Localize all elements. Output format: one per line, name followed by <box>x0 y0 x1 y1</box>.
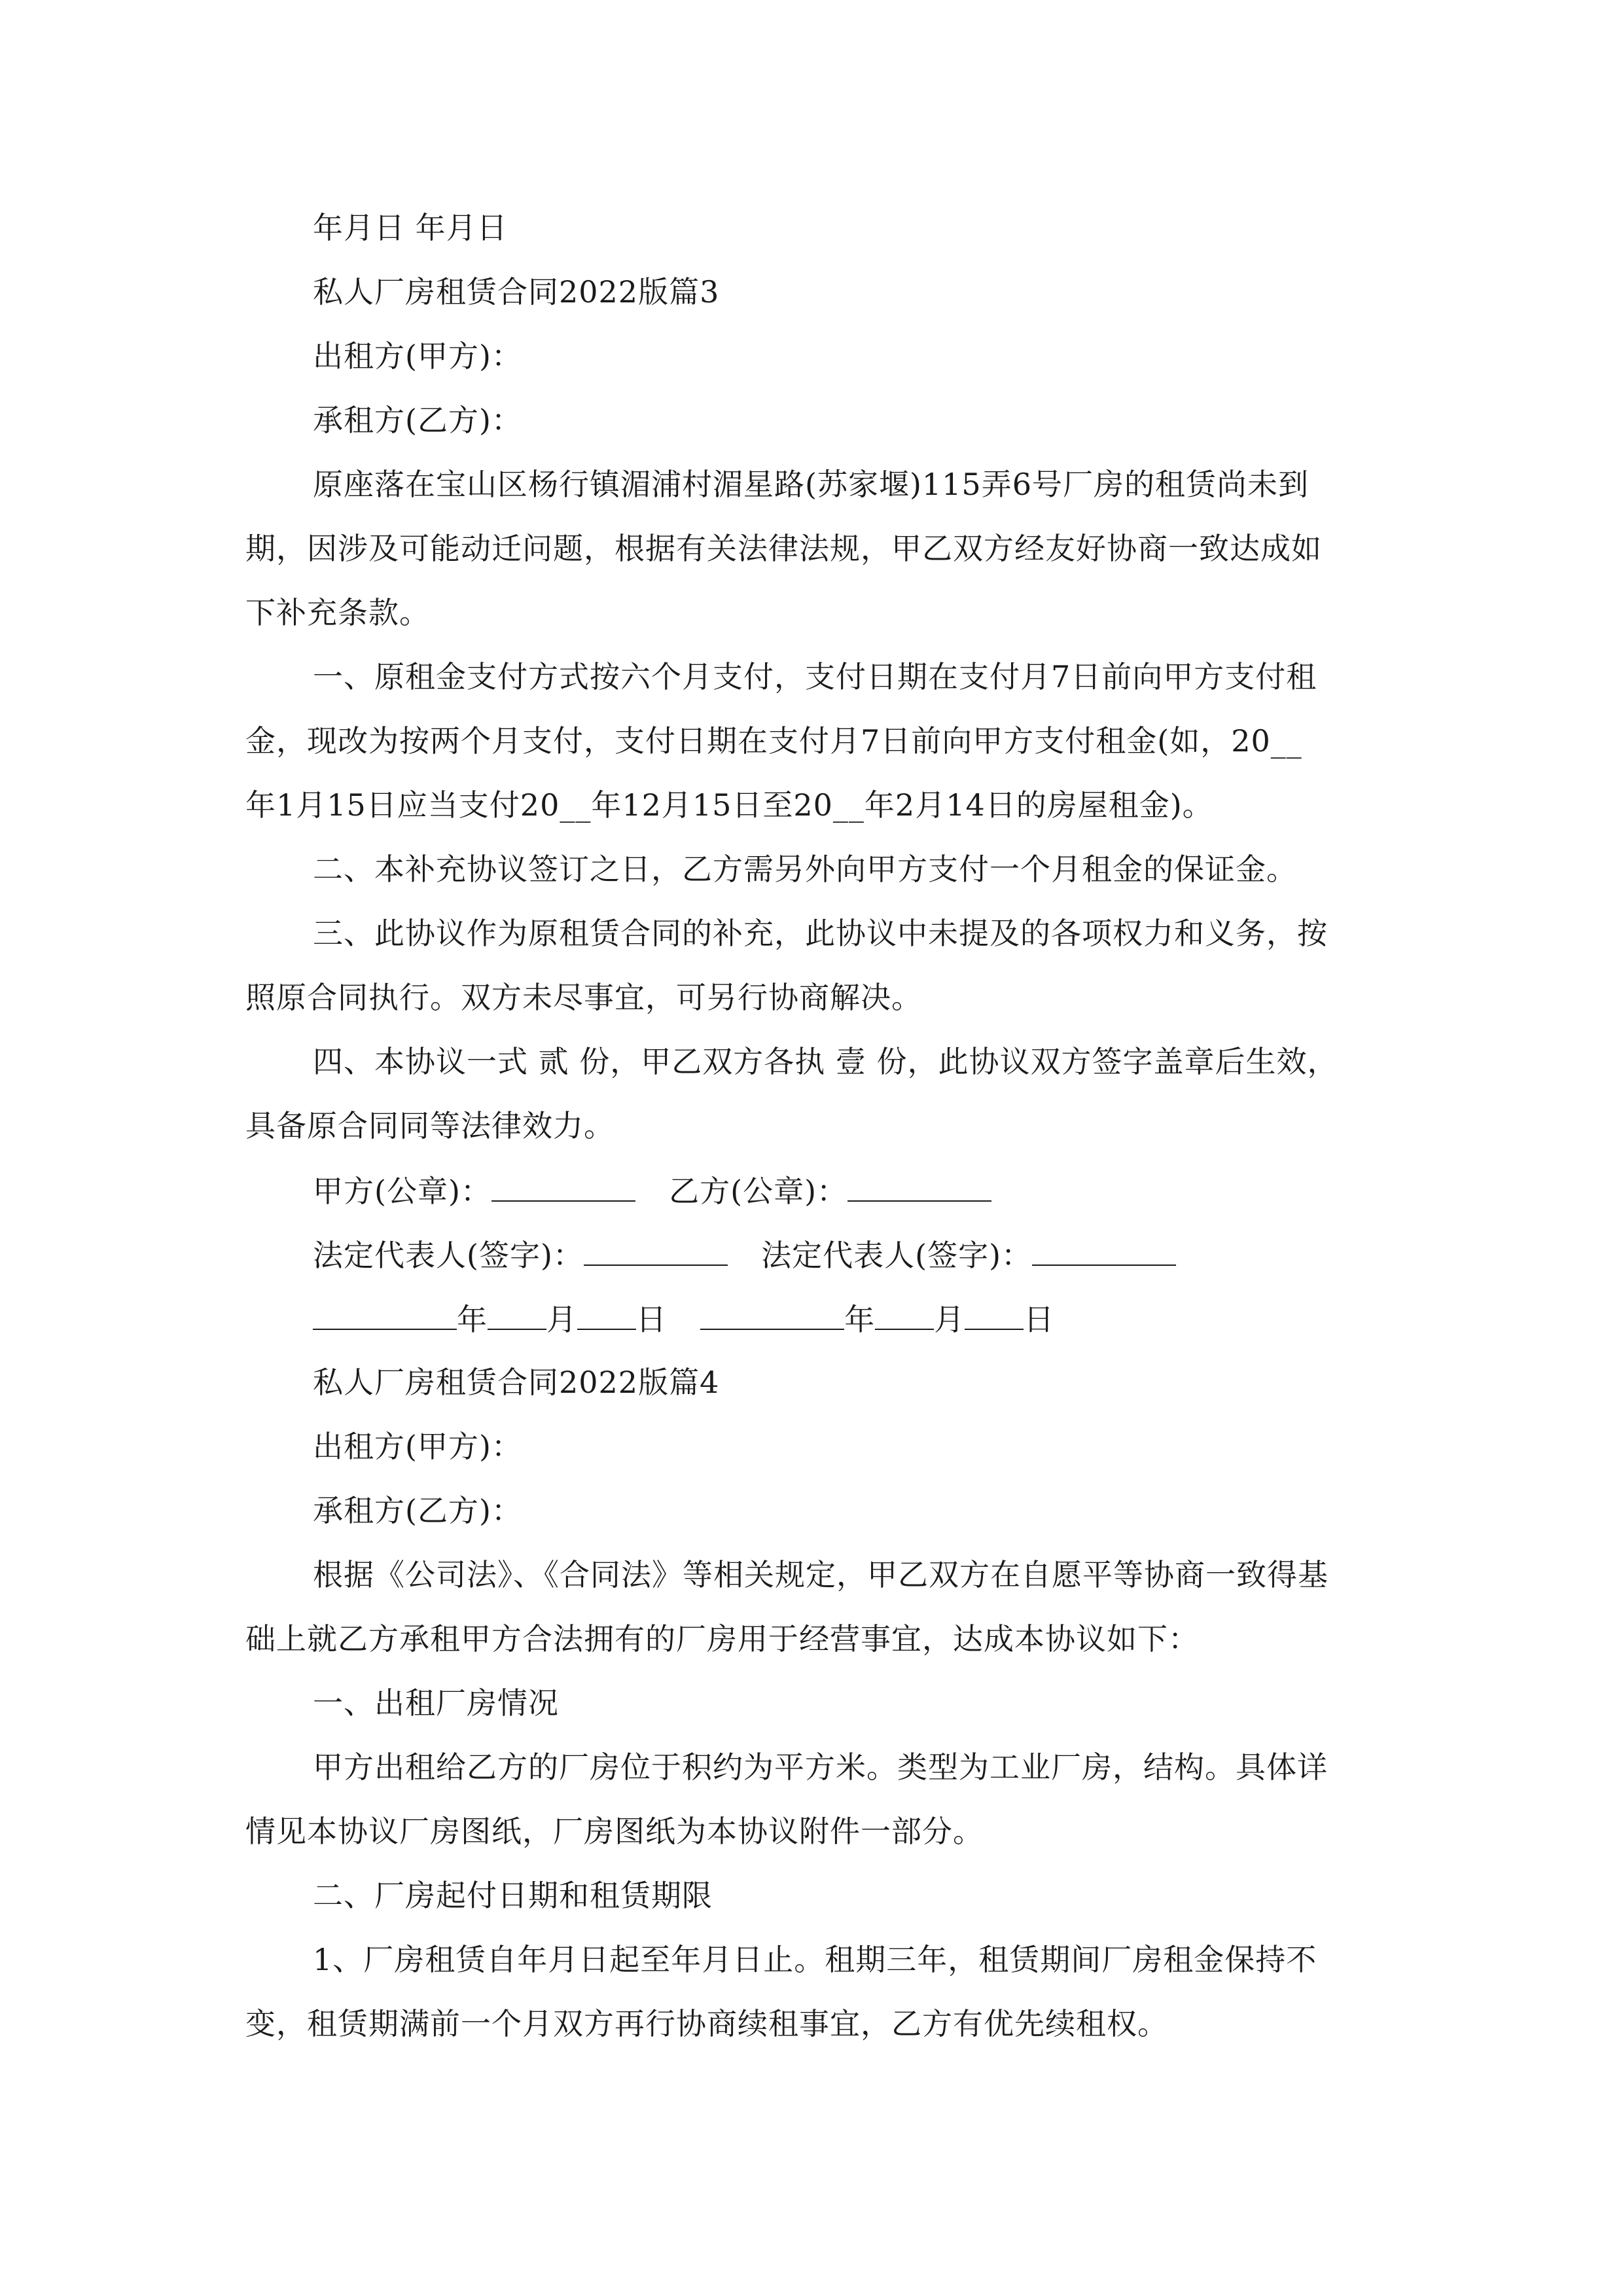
party-b-seal-blank <box>847 1170 991 1202</box>
party-a-seal-blank <box>491 1170 635 1202</box>
date-month-label: 月 <box>546 1302 577 1337</box>
date-blank <box>577 1299 636 1330</box>
date-year-label: 年 <box>844 1302 876 1337</box>
party-a-rep-blank <box>584 1234 728 1266</box>
date-day-label: 日 <box>636 1302 667 1337</box>
party-a-rep-label: 法定代表人(签字)： <box>313 1238 584 1273</box>
paragraph-line: 三、此协议作为原租赁合同的补充，此协议中未提及的各项权力和义务，按 <box>313 916 1328 951</box>
date-blank <box>700 1299 844 1330</box>
party-b-rep-label: 法定代表人(签字)： <box>761 1238 1033 1273</box>
date-line: 年月日 年月日 <box>313 210 508 245</box>
paragraph-line: 一、原租金支付方式按六个月支付，支付日期在支付月7日前向甲方支付租 <box>313 659 1317 694</box>
lessor-line: 出租方(甲方)： <box>313 1429 522 1464</box>
paragraph-line: 照原合同执行。双方未尽事宜，可另行协商解决。 <box>245 980 922 1015</box>
clause-heading: 二、厂房起付日期和租赁期限 <box>313 1878 713 1913</box>
representative-line <box>313 1234 1176 1275</box>
date-month-label: 月 <box>934 1302 965 1337</box>
date-blank <box>488 1299 546 1330</box>
paragraph-line: 年1月15日应当支付20__年12月15日至20__年2月14日的房屋租金)。 <box>245 787 1213 823</box>
signature-date-line <box>313 1299 1054 1339</box>
paragraph-line: 础上就乙方承租甲方合法拥有的厂房用于经营事宜，达成本协议如下： <box>245 1621 1199 1657</box>
paragraph-line: 期，因涉及可能动迁问题，根据有关法律法规，甲乙双方经友好协商一致达成如 <box>245 531 1322 566</box>
paragraph-line: 原座落在宝山区杨行镇湄浦村湄星路(苏家堰)115弄6号厂房的租赁尚未到 <box>313 467 1309 502</box>
paragraph-line: 金，现改为按两个月支付，支付日期在支付月7日前向甲方支付租金(如，20__ <box>245 723 1302 759</box>
lessor-line: 出租方(甲方)： <box>313 338 522 374</box>
party-b-seal-label: 乙方(公章)： <box>669 1174 848 1209</box>
section-title-4: 私人厂房租赁合同2022版篇4 <box>313 1365 720 1400</box>
clause-heading: 一、出租厂房情况 <box>313 1685 559 1721</box>
section-title-3: 私人厂房租赁合同2022版篇3 <box>313 274 720 310</box>
paragraph-line: 二、本补充协议签订之日，乙方需另外向甲方支付一个月租金的保证金。 <box>313 852 1297 887</box>
paragraph-line: 具备原合同同等法律效力。 <box>245 1108 615 1143</box>
date-year-label: 年 <box>457 1302 488 1337</box>
paragraph-line: 四、本协议一式 贰 份，甲乙双方各执 壹 份，此协议双方签字盖章后生效， <box>313 1044 1338 1079</box>
party-b-rep-blank <box>1032 1234 1176 1266</box>
paragraph-line: 根据《公司法》、《合同法》等相关规定，甲乙双方在自愿平等协商一致得基 <box>313 1557 1329 1592</box>
paragraph-line: 甲方出租给乙方的厂房位于积约为平方米。类型为工业厂房，结构。具体详 <box>313 1749 1328 1785</box>
date-blank <box>875 1299 934 1330</box>
seal-line <box>313 1170 991 1211</box>
date-blank <box>965 1299 1024 1330</box>
paragraph-line: 情见本协议厂房图纸，厂房图纸为本协议附件一部分。 <box>245 1814 984 1849</box>
lessee-line: 承租方(乙方)： <box>313 403 522 438</box>
party-a-seal-label: 甲方(公章)： <box>313 1174 491 1209</box>
paragraph-line: 1、厂房租赁自年月日起至年月日止。租期三年，租赁期间厂房租金保持不 <box>313 1942 1317 1977</box>
date-blank <box>313 1299 457 1330</box>
date-day-label: 日 <box>1024 1302 1055 1337</box>
paragraph-line: 变，租赁期满前一个月双方再行协商续租事宜，乙方有优先续租权。 <box>245 2006 1168 2041</box>
paragraph-line: 下补充条款。 <box>245 595 430 630</box>
lessee-line: 承租方(乙方)： <box>313 1493 522 1528</box>
